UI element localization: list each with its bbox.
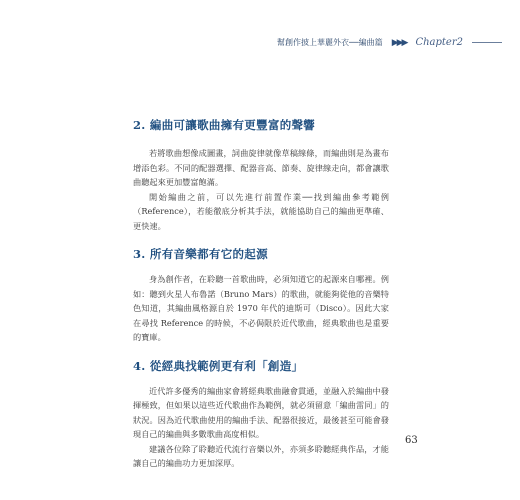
paragraph: 近代許多優秀的編曲家會將經典歌曲融會貫通，並融入於編曲中發揮極致，但如果以這些近代歌曲作為範例，就必須留意「編曲雷同」的狀況。因為近代歌曲使用的編曲手法、配器很接近，最後甚至可能會發現自己的編曲與多數歌曲高度相似。 [133, 385, 389, 439]
section-heading: 4. 從經典找範例更有利「創造」 [133, 358, 304, 373]
section-heading: 2. 編曲可讓歌曲擁有更豐富的聲響 [133, 118, 316, 132]
chapter-label: Chapter2 [415, 37, 463, 48]
paragraph: 身為創作者，在聆聽一首歌曲時，必須知道它的起源來自哪裡。例如：聽到火星人布魯諾（Bruno Mars）的歌曲，就能夠從他的音樂特色知道，其編曲風格源自於 1970 年代的迪斯可（Disco）。因此大家在尋找 Reference 的時候，不必侷限於近代歌曲，經典歌曲也是重要的寶庫。 [133, 274, 389, 342]
running-title: 幫創作披上華麗外衣──編曲篇 [277, 38, 383, 47]
body-text [133, 118, 389, 471]
paragraph: 若將歌曲想像成圖畫，詞曲旋律就像草稿線條，而編曲則是為畫布增添色彩。不同的配器選擇、配器音高、節奏、旋律線走向，都會讓歌曲聽起來更加豐富飽滿。 [133, 148, 389, 187]
header-rule [472, 42, 502, 43]
paragraph: 開始編曲之前，可以先進行前置作業──找到編曲參考範例（Reference），若能徹底分析其手法，就能協助自己的編曲更準確、更快速。 [133, 191, 389, 231]
running-header [277, 37, 502, 48]
section-heading: 3. 所有音樂都有它的起源 [133, 247, 268, 261]
triple-arrow-icon: ▶▶▶ [391, 37, 407, 48]
paragraph: 建議各位除了聆聽近代流行音樂以外，亦須多聆聽經典作品，才能讓自己的編曲功力更加深厚。 [133, 443, 389, 468]
page-number: 63 [405, 435, 418, 446]
